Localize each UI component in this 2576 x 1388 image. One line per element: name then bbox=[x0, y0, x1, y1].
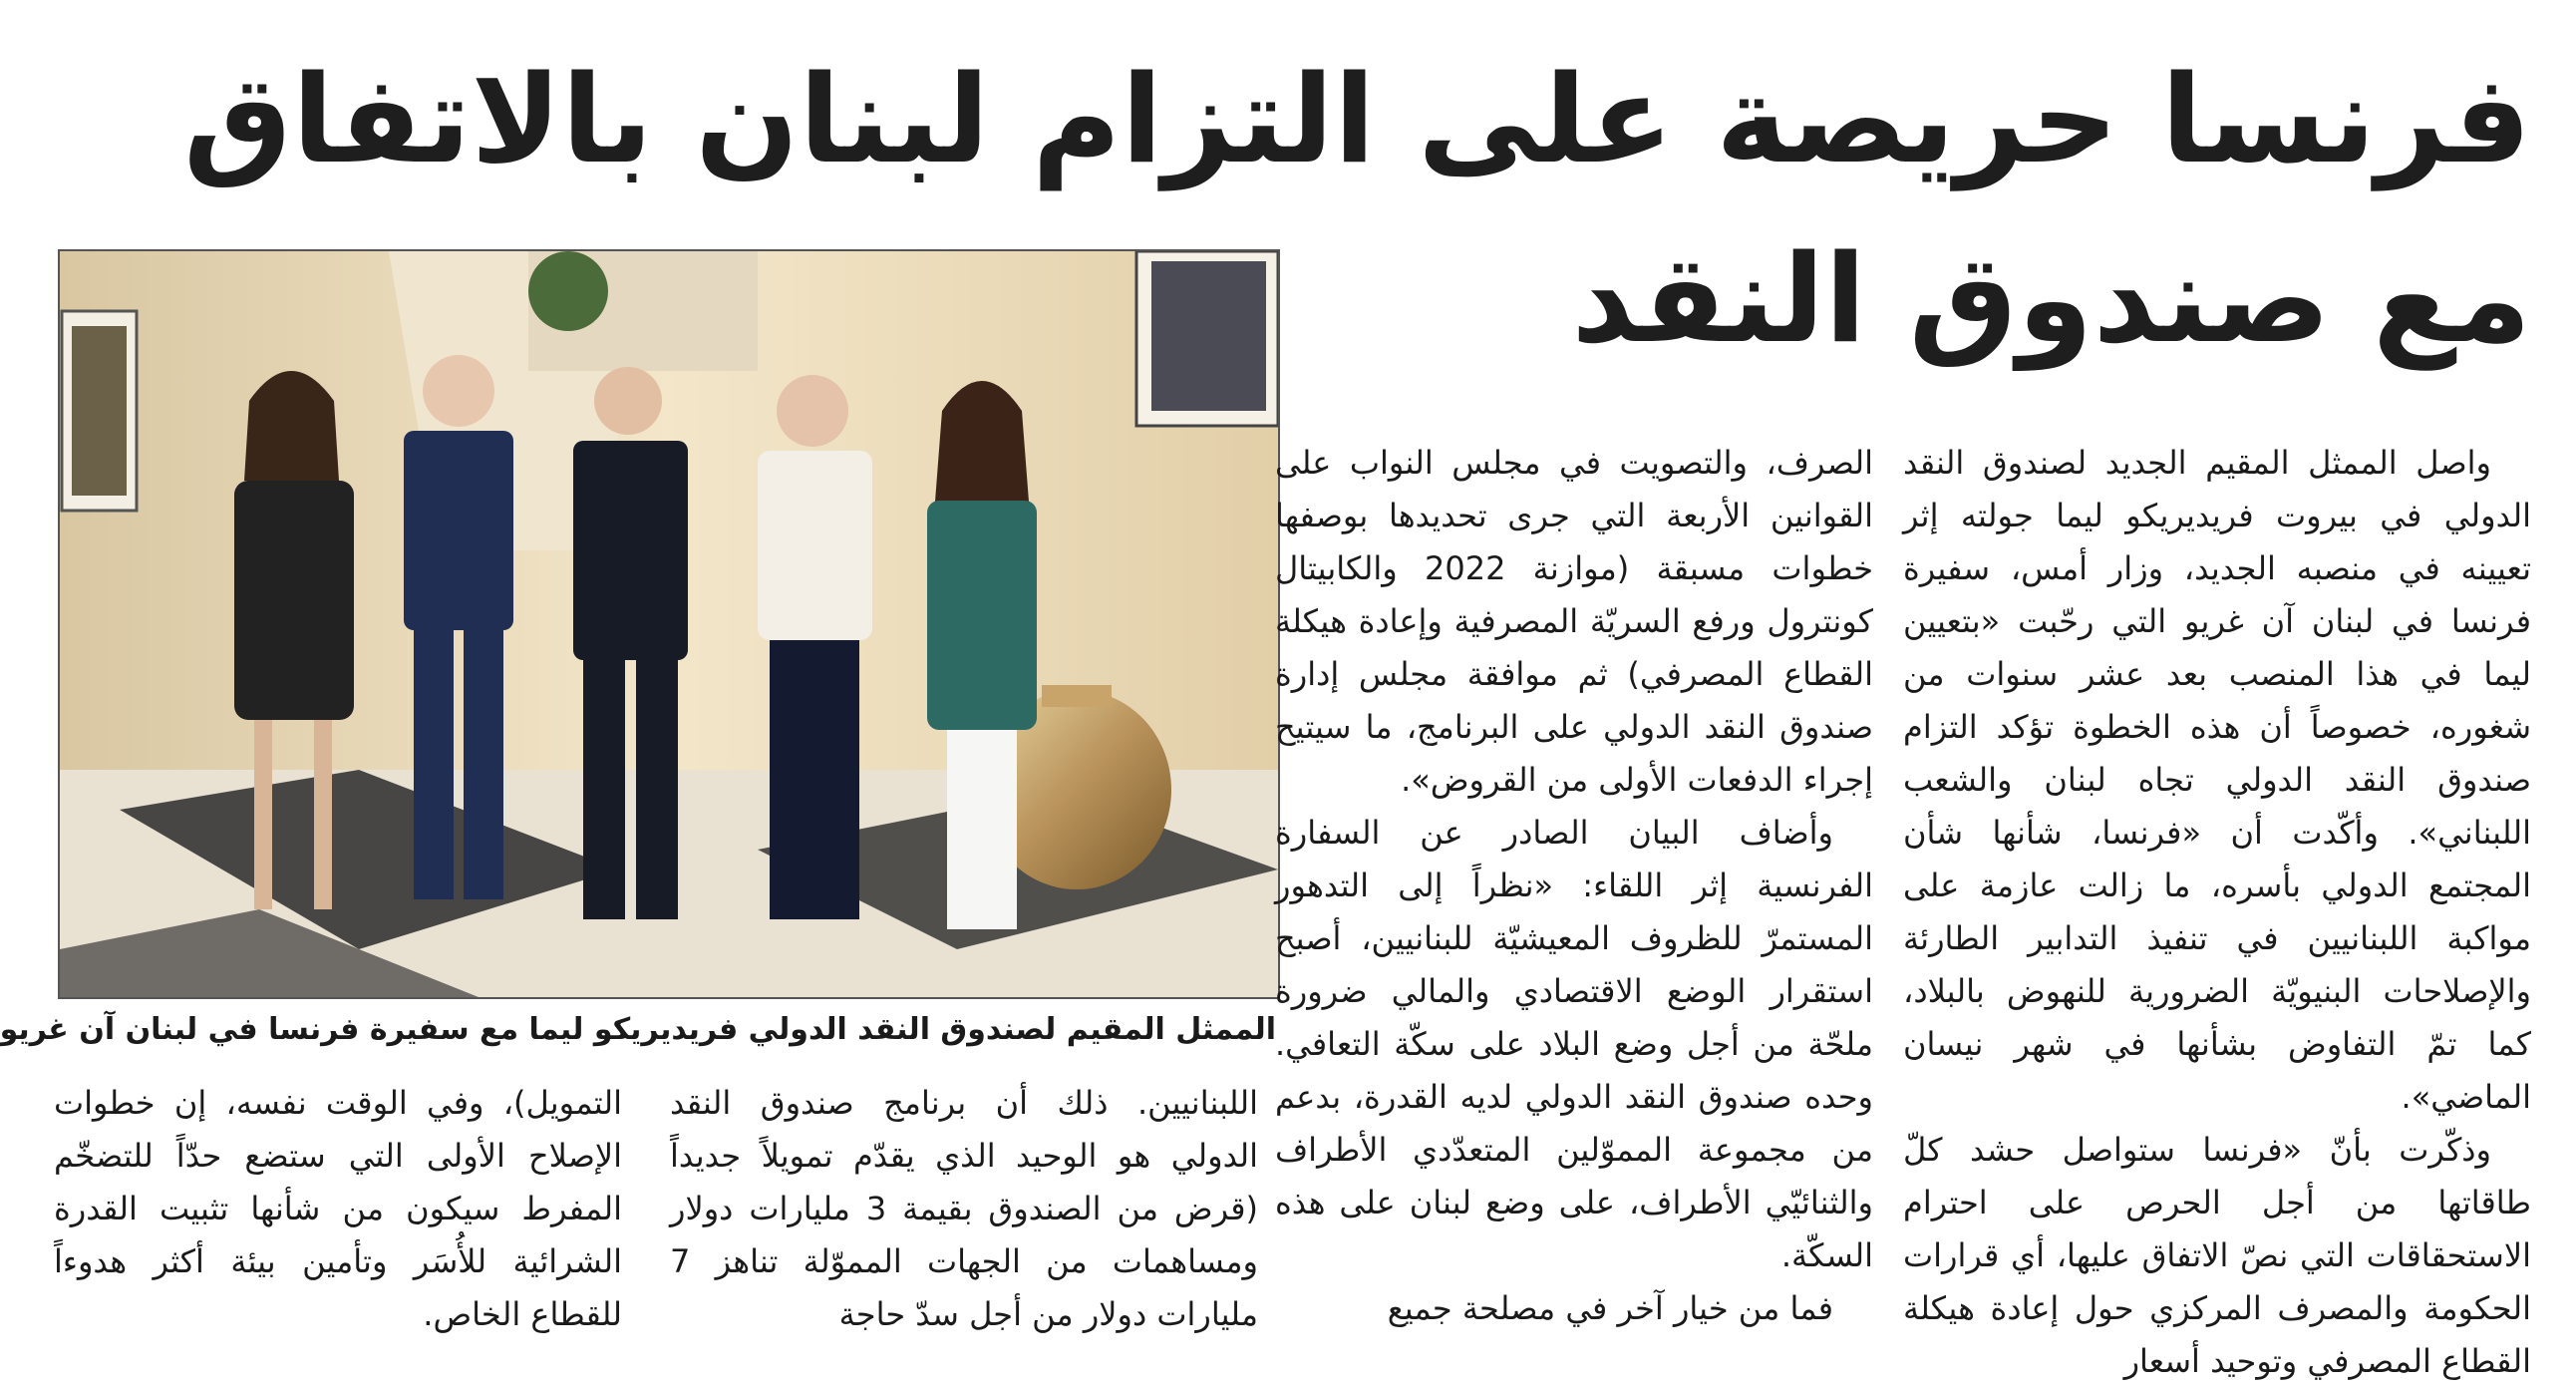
paragraph: واصل الممثل المقيم الجديد لصندوق النقد الدولي في بيروت فريديريكو ليما جولته إثر تعيينه في منصبه الجديد، وزار أمس، سفيرة فرنسا في لبنان آن غريو التي رحّبت «بتعيين ليما في هذا المنصب بعد عشر سنوات من شغوره، خصوصاً أن هذه الخطوة تؤكد التزام صندوق النقد الدولي تجاه لبنان والشعب اللبناني». وأكّدت أن «فرنسا، شأنها شأن المجتمع الدولي بأسره، ما زالت عازمة على مواكبة اللبنانيين في تنفيذ التدابير الطارئة والإصلاحات البنيويّة الضرورية للنهوض بالبلاد، كما تمّ التفاوض بشأنها في شهر نيسان الماضي». bbox=[1903, 444, 2531, 1116]
paragraph: وأضاف البيان الصادر عن السفارة الفرنسية إثر اللقاء: «نظراً إلى التدهور المستمرّ للظروف المعيشيّة للبنانيين، أصبح استقرار الوضع الاقتصادي والمالي ضرورة ملحّة من أجل وضع البلاد على سكّة التعافي. وحده صندوق النقد الدولي لديه القدرة، بدعم من مجموعة المموّلين المتعدّدي الأطراف والثنائيّي الأطراف، على وضع لبنان على هذه السكّة. bbox=[1275, 814, 1873, 1274]
photo-caption: الممثل المقيم لصندوق النقد الدولي فريديريكو ليما مع سفيرة فرنسا في لبنان آن غريو bbox=[0, 1012, 1276, 1047]
paragraph: اللبنانيين. ذلك أن برنامج صندوق النقد الدولي هو الوحيد الذي يقدّم تمويلاً جديداً (قرض من الصندوق بقيمة 3 مليارات دولار ومساهمات من الجهات المموّلة تناهز 7 مليارات دولار من أجل سدّ حاجة bbox=[670, 1084, 1259, 1333]
paragraph: فما من خيار آخر في مصلحة جميع bbox=[1387, 1289, 1833, 1327]
headline-line-2: مع صندوق النقد bbox=[1571, 228, 2531, 370]
article-column-1 bbox=[1903, 437, 2531, 1388]
article-photo bbox=[58, 249, 1280, 999]
article-column-4 bbox=[54, 1077, 622, 1341]
article-column-3 bbox=[670, 1077, 1258, 1341]
paragraph: الصرف، والتصويت في مجلس النواب على القوانين الأربعة التي جرى تحديدها بوصفها خطوات مسبقة (موازنة 2022 والكابيتال كونترول ورفع السريّة المصرفية وإعادة هيكلة القطاع المصرفي) ثم موافقة مجلس إدارة صندوق النقد الدولي على البرنامج، ما سيتيح إجراء الدفعات الأولى من القروض». bbox=[1275, 444, 1873, 799]
paragraph: وذكّرت بأنّ «فرنسا ستواصل حشد كلّ طاقاتها من أجل الحرص على احترام الاستحقاقات التي نصّ الاتفاق عليها، أي قرارات الحكومة والمصرف المركزي حول إعادة هيكلة القطاع المصرفي وتوحيد أسعار bbox=[1903, 1131, 2531, 1380]
paragraph: التمويل)، وفي الوقت نفسه، إن خطوات الإصلاح الأولى التي ستضع حدّاً للتضخّم المفرط سيكون من شأنها تثبيت القدرة الشرائية للأُسَر وتأمين بيئة أكثر هدوءاً للقطاع الخاص. bbox=[54, 1084, 622, 1333]
photo-illustration bbox=[60, 251, 1278, 997]
article-column-2 bbox=[1275, 437, 1873, 1335]
headline-line-1: فرنسا حريصة على التزام لبنان بالاتفاق bbox=[182, 49, 2531, 190]
